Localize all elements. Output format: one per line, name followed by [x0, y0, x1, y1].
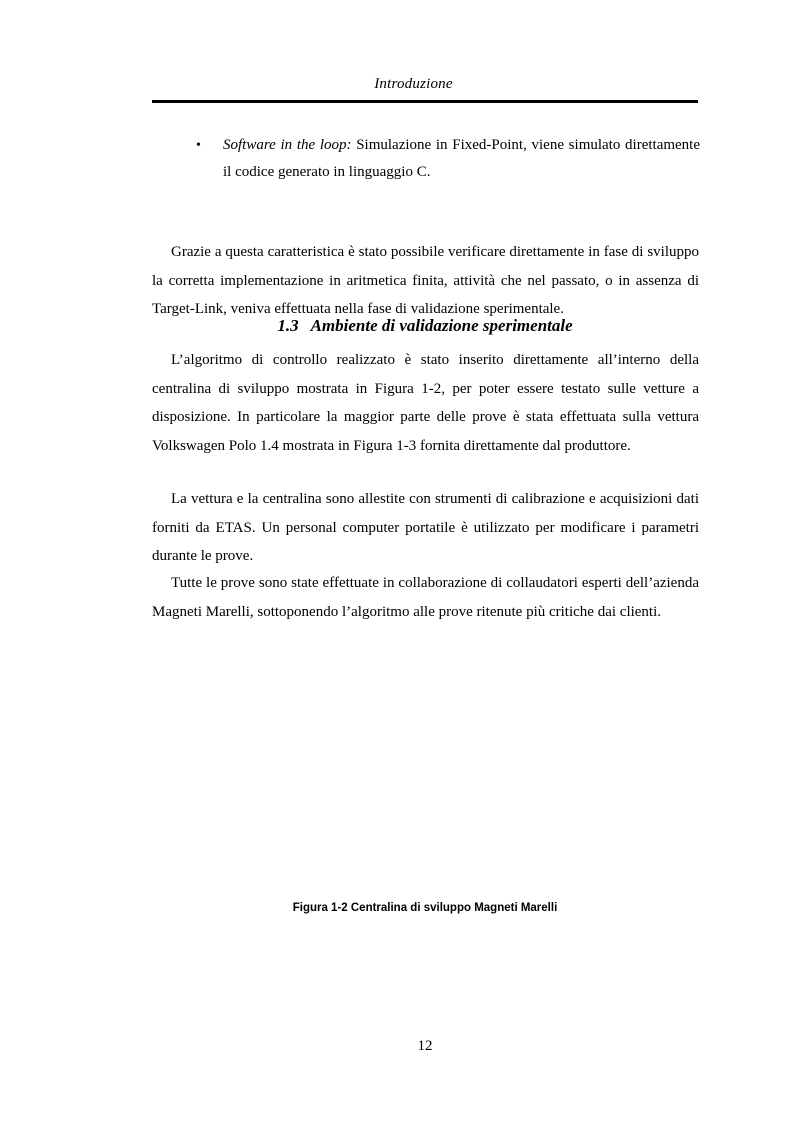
paragraph-intro: Grazie a questa caratteristica è stato possibile verificare direttamente in fase di sviluppo la corretta implementazione in aritmetica finita, attività che nel passato, o in assenza di Target-Link, veniva effettuata nella fase di validazione sperimentale.	[152, 244, 699, 318]
paragraph-1: L’algoritmo di controllo realizzato è stato inserito direttamente all’interno della centralina di sviluppo mostrata in Figura 1-2, per poter essere testato sulle vetture a disposizione. In particolare la maggior parte delle prove è stata effettuata sulla vettura Volkswagen Polo 1.4 mostrata in Figura 1-3 fornita direttamente dal produttore.	[152, 352, 699, 454]
bullet-body: Simulazione in Fixed-Point, viene simulato direttamente il codice generato in linguaggio C.	[223, 137, 701, 180]
section-number: 1.3	[277, 316, 299, 335]
paragraph-3: Tutte le prove sono state effettuate in collaborazione di collaudatori esperti dell’azienda Magneti Marelli, sottoponendo l’algoritmo alle prove ritenute più critiche dai clienti.	[152, 575, 699, 620]
bullet-list-item	[196, 132, 700, 186]
bullet-text	[223, 132, 700, 186]
page-number: 12	[417, 1038, 433, 1054]
bullet-lead: Software in the loop:	[223, 137, 352, 153]
header-rule	[152, 100, 698, 103]
section-heading	[0, 316, 794, 336]
figure-caption: Figura 1-2 Centralina di sviluppo Magneti Marelli	[292, 902, 558, 914]
running-header: Introduzione	[374, 76, 453, 92]
paragraph-2: La vettura e la centralina sono allestite con strumenti di calibrazione e acquisizioni dati forniti da ETAS. Un personal computer portatile è utilizzato per modificare i parametri durante le prove.	[152, 491, 699, 565]
section-title: Ambiente di validazione sperimentale	[310, 316, 573, 335]
bullet-icon: •	[196, 138, 201, 153]
